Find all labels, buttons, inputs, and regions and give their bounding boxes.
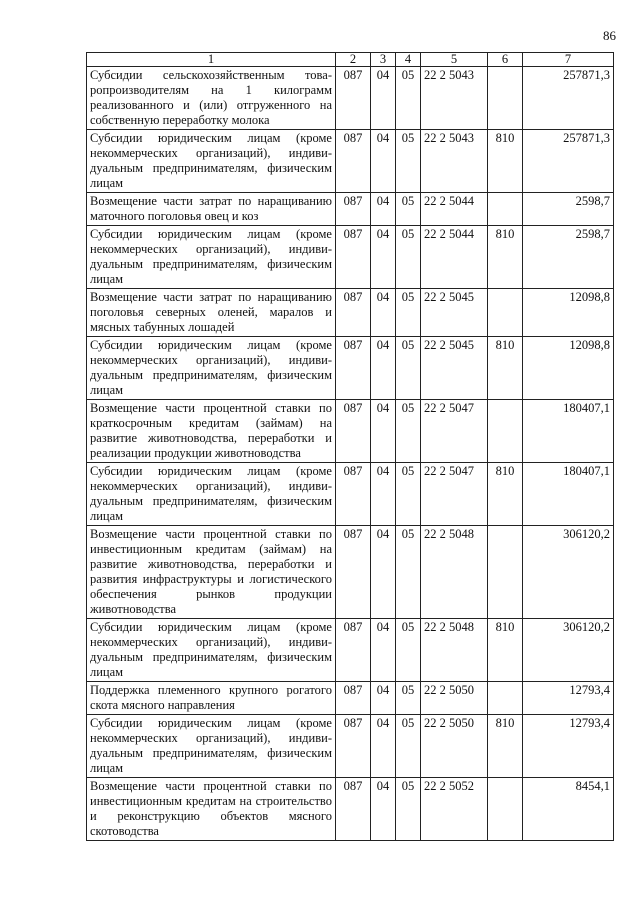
section-cell: 04 xyxy=(371,682,396,715)
section-cell: 04 xyxy=(371,463,396,526)
subsection-cell: 05 xyxy=(396,715,421,778)
table-row xyxy=(87,67,614,130)
expense-type-cell xyxy=(488,193,523,226)
subsection-cell: 05 xyxy=(396,130,421,193)
admin-code-cell: 087 xyxy=(336,619,371,682)
target-code-cell: 22 2 5048 xyxy=(421,526,488,619)
subsection-cell: 05 xyxy=(396,526,421,619)
subsection-cell: 05 xyxy=(396,682,421,715)
row-name-cell: Субсидии юридическим лицам (кроме некоммерческих организаций), индивидуальным предпринимателям, физическим лицам xyxy=(87,463,336,526)
target-code-cell: 22 2 5045 xyxy=(421,337,488,400)
expense-type-cell: 810 xyxy=(488,715,523,778)
target-code-cell: 22 2 5047 xyxy=(421,400,488,463)
row-name-cell: Возмещение части затрат по наращиванию поголовья северных оленей, маралов и мясных табунных лошадей xyxy=(87,289,336,337)
expense-type-cell: 810 xyxy=(488,337,523,400)
amount-cell: 2598,7 xyxy=(523,193,614,226)
row-name-cell: Возмещение части процентной ставки по инвестиционным кредитам (займам) на развитие животноводства, переработки и развития инфраструктуры и логистического обеспечения рынков продукции животноводства xyxy=(87,526,336,619)
column-header: 2 xyxy=(336,53,371,67)
target-code-cell: 22 2 5052 xyxy=(421,778,488,841)
subsection-cell: 05 xyxy=(396,463,421,526)
row-name-cell: Возмещение части процентной ставки по краткосрочным кредитам (займам) на развитие животноводства, переработки и реализации продукции животноводства xyxy=(87,400,336,463)
admin-code-cell: 087 xyxy=(336,130,371,193)
table-row xyxy=(87,682,614,715)
expense-type-cell xyxy=(488,682,523,715)
target-code-cell: 22 2 5048 xyxy=(421,619,488,682)
table-row xyxy=(87,778,614,841)
section-cell: 04 xyxy=(371,619,396,682)
amount-cell: 257871,3 xyxy=(523,67,614,130)
amount-cell: 12793,4 xyxy=(523,715,614,778)
amount-cell: 257871,3 xyxy=(523,130,614,193)
amount-cell: 2598,7 xyxy=(523,226,614,289)
table-row xyxy=(87,130,614,193)
row-name-cell: Субсидии юридическим лицам (кроме некоммерческих организаций), индивидуальным предпринимателям, физическим лицам xyxy=(87,226,336,289)
amount-cell: 8454,1 xyxy=(523,778,614,841)
admin-code-cell: 087 xyxy=(336,337,371,400)
row-name-cell: Субсидии юридическим лицам (кроме некоммерческих организаций), индивидуальным предпринимателям, физическим лицам xyxy=(87,715,336,778)
amount-cell: 12098,8 xyxy=(523,337,614,400)
section-cell: 04 xyxy=(371,130,396,193)
subsection-cell: 05 xyxy=(396,337,421,400)
row-name-cell: Субсидии юридическим лицам (кроме некоммерческих организаций), индивидуальным предпринимателям, физическим лицам xyxy=(87,337,336,400)
section-cell: 04 xyxy=(371,715,396,778)
page-number: 86 xyxy=(603,28,616,43)
admin-code-cell: 087 xyxy=(336,715,371,778)
subsection-cell: 05 xyxy=(396,289,421,337)
section-cell: 04 xyxy=(371,226,396,289)
amount-cell: 12793,4 xyxy=(523,682,614,715)
table-row xyxy=(87,289,614,337)
admin-code-cell: 087 xyxy=(336,67,371,130)
amount-cell: 12098,8 xyxy=(523,289,614,337)
expense-type-cell xyxy=(488,400,523,463)
amount-cell: 180407,1 xyxy=(523,463,614,526)
row-name-cell: Возмещение части затрат по наращиванию маточного поголовья овец и коз xyxy=(87,193,336,226)
column-header: 1 xyxy=(87,53,336,67)
row-name-cell: Поддержка племенного крупного рогатого скота мясного направления xyxy=(87,682,336,715)
admin-code-cell: 087 xyxy=(336,193,371,226)
row-name-cell: Возмещение части процентной ставки по инвестиционным кредитам на строительство и реконструкцию объектов мясного скотоводства xyxy=(87,778,336,841)
subsection-cell: 05 xyxy=(396,226,421,289)
admin-code-cell: 087 xyxy=(336,778,371,841)
amount-cell: 306120,2 xyxy=(523,619,614,682)
subsection-cell: 05 xyxy=(396,193,421,226)
column-header: 3 xyxy=(371,53,396,67)
target-code-cell: 22 2 5047 xyxy=(421,463,488,526)
admin-code-cell: 087 xyxy=(336,226,371,289)
table-row xyxy=(87,337,614,400)
section-cell: 04 xyxy=(371,289,396,337)
target-code-cell: 22 2 5050 xyxy=(421,682,488,715)
amount-cell: 180407,1 xyxy=(523,400,614,463)
section-cell: 04 xyxy=(371,193,396,226)
expense-type-cell xyxy=(488,289,523,337)
target-code-cell: 22 2 5043 xyxy=(421,67,488,130)
subsection-cell: 05 xyxy=(396,67,421,130)
table-row xyxy=(87,400,614,463)
expense-type-cell xyxy=(488,778,523,841)
column-header: 4 xyxy=(396,53,421,67)
expense-type-cell xyxy=(488,67,523,130)
expense-type-cell: 810 xyxy=(488,226,523,289)
target-code-cell: 22 2 5044 xyxy=(421,193,488,226)
header-row xyxy=(87,53,614,67)
amount-cell: 306120,2 xyxy=(523,526,614,619)
column-header: 7 xyxy=(523,53,614,67)
admin-code-cell: 087 xyxy=(336,463,371,526)
admin-code-cell: 087 xyxy=(336,526,371,619)
expense-type-cell: 810 xyxy=(488,619,523,682)
table-row xyxy=(87,193,614,226)
table-row xyxy=(87,526,614,619)
column-header: 5 xyxy=(421,53,488,67)
target-code-cell: 22 2 5043 xyxy=(421,130,488,193)
target-code-cell: 22 2 5045 xyxy=(421,289,488,337)
target-code-cell: 22 2 5044 xyxy=(421,226,488,289)
table-row xyxy=(87,715,614,778)
section-cell: 04 xyxy=(371,400,396,463)
row-name-cell: Субсидии сельскохозяйственным товаропроизводителям на 1 килограмм реализованного и (или) отгруженного на собственную переработку молока xyxy=(87,67,336,130)
row-name-cell: Субсидии юридическим лицам (кроме некоммерческих организаций), индивидуальным предпринимателям, физическим лицам xyxy=(87,619,336,682)
subsection-cell: 05 xyxy=(396,619,421,682)
section-cell: 04 xyxy=(371,67,396,130)
expense-type-cell: 810 xyxy=(488,463,523,526)
admin-code-cell: 087 xyxy=(336,682,371,715)
section-cell: 04 xyxy=(371,778,396,841)
section-cell: 04 xyxy=(371,526,396,619)
budget-table xyxy=(86,52,614,841)
column-header: 6 xyxy=(488,53,523,67)
table-row xyxy=(87,619,614,682)
table-row xyxy=(87,226,614,289)
admin-code-cell: 087 xyxy=(336,400,371,463)
section-cell: 04 xyxy=(371,337,396,400)
target-code-cell: 22 2 5050 xyxy=(421,715,488,778)
subsection-cell: 05 xyxy=(396,400,421,463)
table-row xyxy=(87,463,614,526)
subsection-cell: 05 xyxy=(396,778,421,841)
admin-code-cell: 087 xyxy=(336,289,371,337)
expense-type-cell xyxy=(488,526,523,619)
expense-type-cell: 810 xyxy=(488,130,523,193)
row-name-cell: Субсидии юридическим лицам (кроме некоммерческих организаций), индивидуальным предпринимателям, физическим лицам xyxy=(87,130,336,193)
